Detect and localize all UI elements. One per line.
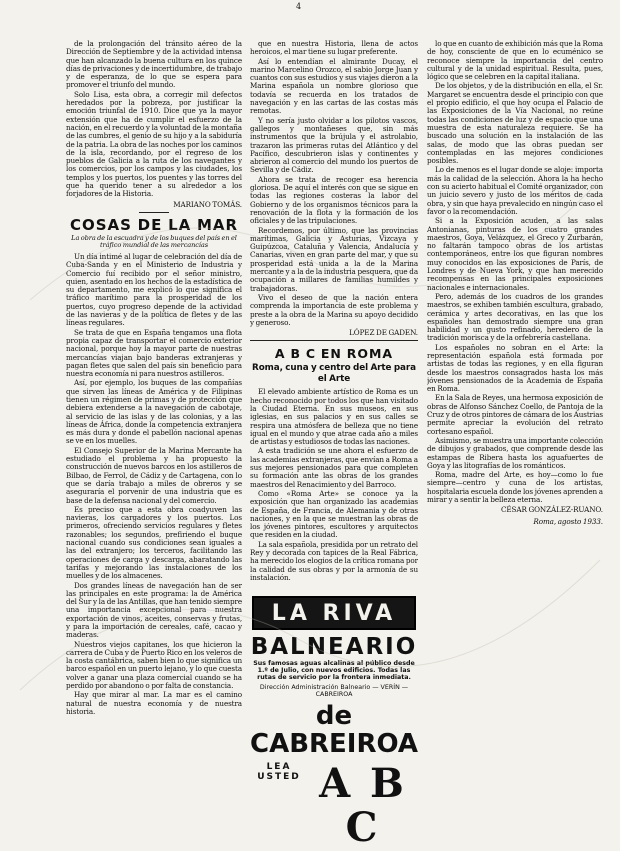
abc-roma-headline: A B C EN ROMA xyxy=(274,346,394,362)
intro-paragraph: Solo Lisa, esta obra, a corregir mil defectos heredados por la pobreza, por justificar la emoción triunfal de 1910. Dice que ya la mayor extensión que ha de cumplir el esfuerzo de la nación, en el recuerdo y la voluntad de la montaña de las cumbres, el genio de su hijo y a la sabiduría de la patria. La obra de las noches por los caminos de la isla, recordando, por el regreso de los pueblos de Galicia a la ruta de los navegantes y los comercios, por los campos y las ciudades, los templos y los puertos, los puentes y las torres del que ha querido tener a su alrededor a los forjadores de la Historia. xyxy=(66,89,242,199)
roma-dateline: Roma, agosto 1933. xyxy=(533,516,603,526)
sea-paragraph: Así, por ejemplo, los buques de las compañías que sirven las líneas de América y de Filipinas tienen un régimen de primas y de protección que debiera extenderse a la navegación de cabotaje, al servicio de las islas y de las colonias, y a las líneas de África, donde la competencia extranjera es más dura y donde el pabellón nacional apenas se ve en los muelles. xyxy=(66,378,242,446)
ad-admin: Dirección Administración Balneario — VERÍN — CABREIROA xyxy=(259,683,409,698)
intro-signature: MARIANO TOMÁS. xyxy=(173,199,242,209)
sea-article-headline: COSAS DE LA MAR xyxy=(69,215,239,234)
roma-signature: CÉSAR GONZÁLEZ-RUANO. xyxy=(501,505,603,515)
divider xyxy=(250,340,418,341)
sea-continued-paragraph: Ahora se trata de recoger esa herencia gloriosa. De aquí el interés con que se sigue en todas las regiones costeras la labor del Gobierno y de los organismos técnicos para la renovación de la flota y la formación de los oficiales y de las tripulaciones. xyxy=(250,174,418,226)
ad-read-abc xyxy=(250,762,418,850)
sea-paragraph: Es preciso que a esta obra coadyuven las navieras, los cargadores y los puertos. Los primeros, ofreciendo servicios regulares y fletes razonables; los segundos, prefiriendo el buque nacional cuando sus condiciones sean iguales a las del extranjero; los terceros, facilitando las operaciones de carga y descarga, abaratando las tarifas y mejorando las instalaciones de los muelles y de los almacenes. xyxy=(66,504,242,581)
roma-paragraph: En la Sala de Reyes, una hermosa exposición de obras de Alfonso Sánchez Coello, de Pantoja de la Cruz y de otros pintores de cámara de los Austrias permite apreciar la evolución del retrato cortesano español. xyxy=(427,393,603,436)
sea-continued-paragraph: Recordemos, por último, que las provincias marítimas, Galicia y Asturias, Vizcaya y Guipúzcoa, Cataluña y Valencia, Andalucía y Canarias, viven en gran parte del mar, y que su prosperidad está unida a la de la Marina mercante y a la de la industria pesquera, que da ocupación a millares de familias humildes y trabajadoras. xyxy=(250,225,418,293)
sea-signature: LÓPEZ DE GADEN. xyxy=(349,328,418,338)
sea-paragraph: Hay que mirar al mar. La mar es el camino natural de nuestra economía y de nuestra historia. xyxy=(66,690,242,716)
page-number: 4 xyxy=(296,2,302,11)
ad-copy: Sus famosas aguas alcalinas al público desde 1.º de Julio, con nuevos edificios. Todas las rutas de servicio por la frontera inmediata. xyxy=(253,660,415,682)
sea-paragraph: Dos grandes líneas de navegación han de ser las principales en este programa: la de América del Sur y la de las Antillas, que han tenido siempre una importancia excepcional para nuestra exportación de vinos, aceites, conservas y frutas, y para la importación de cereales, café, cacao y maderas. xyxy=(66,580,242,640)
intro-paragraph: de la prolongación del tránsito aéreo de la Dirección de Septiembre y de la actividad intensa que han alcanzado la buena cultura en los quince días de privaciones y de incertidumbre, de trabajo y de esperanza, de lo que se espera para promover el triunfo del mundo. xyxy=(66,40,242,90)
roma-paragraph: lo que en cuanto de exhibición más que la Roma de hoy, consciente de que en lo ecuménico se reconoce siempre la importancia del centro cultural y de la unidad espiritual. Resulta, pues, lógico que se celebren en la capital italiana. xyxy=(427,40,603,82)
abc-roma-paragraph: Como «Roma Arte» se conoce ya la exposición que han organizado las academias de España, de Francia, de Alemania y de otras naciones, y en la que se muestran las obras de los jóvenes pintores, escultores y arquitectos que residen en la ciudad. xyxy=(250,488,418,540)
ad-cabreiroa: de CABREIROA xyxy=(250,701,419,760)
sea-paragraph: Nuestros viejos capitanes, los que hicieron la carrera de Cuba y de Puerto Rico en los veleros de la costa cantábrica, saben bien lo que significa un barco español en un puerto lejano, y lo que cuesta volver a ganar una plaza comercial cuando se ha perdido por abandono o por falta de constancia. xyxy=(66,639,242,691)
ad-abc-logo: A B C xyxy=(319,760,407,851)
roma-paragraph: Asimismo, se muestra una importante colección de dibujos y grabados, que comprende desde las estampas de Ribera hasta los aguafuertes de Goya y las litografías de los románticos. xyxy=(427,435,603,470)
abc-roma-paragraph: El elevado ambiente artístico de Roma es un hecho reconocido por todos los que han visitado la Ciudad Eterna. En sus museos, en sus iglesias, en sus palacios y en sus calles se respira una atmósfera de belleza que no tiene igual en el mundo y que atrae cada año a miles de artistas y estudiosos de todas las naciones. xyxy=(250,387,418,447)
sea-continued-paragraph: Así lo entendían el almirante Ducay, el marino Marcelino Orozco, el sabio Jorge Juan y cuantos con sus estudios y sus viajes dieron a la Marina española un nombre glorioso que todavía se recuerda en los tratados de navegación y en las cartas de las costas más remotas. xyxy=(250,56,418,116)
roma-paragraph: Los españoles no sobran en el Arte: la representación española está formada por artistas de todas las regiones, y en ella figuran desde los maestros consagrados hasta los más jóvenes pensionados de la Academia de España en Roma. xyxy=(427,342,603,394)
sea-article-kicker: La obra de la escuadra y de los buques del país en el tráfico mundial de las mercancías xyxy=(71,233,237,250)
sea-continued-paragraph: que en nuestra Historia, llena de actos heroicos, el mar tiene su lugar preferente. xyxy=(250,40,418,57)
sea-continued-paragraph: Y no sería justo olvidar a los pilotos vascos, gallegos y montañeses que, sin más instrumentos que la brújula y el astrolabio, trazaron las primeras rutas del Atlántico y del Pacífico, descubrieron islas y continentes y abrieron al comercio del mundo los puertos de Sevilla y de Cádiz. xyxy=(250,115,418,175)
column-right xyxy=(427,40,603,810)
roma-paragraph: Roma, madre del Arte, es hoy—como lo fue siempre—centro y cuna de los artistas, hospitalaria escuela donde los jóvenes aprenden a mirar y a sentir la belleza eterna. xyxy=(427,470,603,505)
ad-brand-box: LA RIVA xyxy=(252,596,416,630)
roma-paragraph: Lo de menos es el lugar donde se aloje: importa más la calidad de la selección. Ahora la ha hecho con su acierto habitual el Comité organizador, con un juicio severo y justo de los méritos de cada obra, y sin que haya prevalecido en ningún caso el favor o la recomendación. xyxy=(427,165,603,216)
abc-roma-paragraph: A esta tradición se une ahora el esfuerzo de las academias extranjeras, que envían a Roma a sus mejores pensionados para que completen su formación ante las obras de los grandes maestros del Renacimiento y del Barroco. xyxy=(250,446,418,489)
abc-roma-paragraph: La sala española, presidida por un retrato del Rey y decorada con tapices de la Real Fábrica, ha merecido los elogios de la crítica romana por la calidad de sus obras y por la armonía de su instalación. xyxy=(250,539,418,582)
divider xyxy=(139,212,169,213)
sea-paragraph: Se trata de que en España tengamos una flota propia capaz de transportar el comercio exterior nacional, porque hoy la mayor parte de nuestras mercancías viajan bajo banderas extranjeras y pagan fletes que salen del país sin beneficio para nuestra economía ni para nuestros astilleros. xyxy=(66,327,242,379)
roma-paragraph: De los objetos, y de la distribución en ella, el Sr. Margaret se encuentra desde el principio con que el propio edificio, el que hoy ocupa el Palacio de las Exposiciones de la Vía Nacional, no reúne todas las condiciones de luz y de espacio que una muestra de esta naturaleza requiere. Se ha buscado una solución en la instalación de las salas, de modo que las obras puedan ser contempladas en las mejores condiciones posibles. xyxy=(427,81,603,166)
column-left xyxy=(66,40,242,810)
roma-paragraph: Si a la Exposición acuden, a las salas Antonianas, pinturas de los cuatro grandes maestros, Goya, Velázquez, el Greco y Zurbarán, no faltarán tampoco obras de los artistas contemporáneos, entre los que figuran nombres muy conocidos en las exposiciones de París, de Londres y de Nueva York, y que han merecido recompensas en las principales exposiciones nacionales e internacionales. xyxy=(427,216,603,292)
sea-continued-paragraph: Vivo el deseo de que la nación entera comprenda la importancia de este problema y preste a la obra de la Marina su apoyo decidido y generoso. xyxy=(250,292,418,327)
ad-title: BALNEARIO xyxy=(250,634,418,660)
balneario-advertisement xyxy=(250,596,419,851)
sea-paragraph: Un día intimé al lugar de celebración del día de Cuba-Sanda y en el Ministerio de Industria y Comercio fuí recibido por el señor ministro, quien, asentado en los hechos de la estadística de su departamento, me explicó lo que significa el tráfico marítimo para la prosperidad de los puertos, cuyo progreso depende de la actividad de las navieras y de la política de fletes y de las líneas regulares. xyxy=(66,251,242,328)
ad-lea-usted: LEA USTED xyxy=(257,762,301,783)
sea-paragraph: El Consejo Superior de la Marina Mercante ha estudiado el problema y ha propuesto la construcción de nuevos barcos en los astilleros de Bilbao, de Ferrol, de Cádiz y de Cartagena, con lo que se daría trabajo a miles de obreros y se aseguraría el porvenir de una industria que es base de la defensa nacional y del comercio. xyxy=(66,445,242,505)
roma-paragraph: Pero, además de los cuadros de los grandes maestros, se exhiben también escultura, grabado, cerámica y artes decorativas, en las que los españoles han demostrado siempre una gran habilidad y un gusto refinado, heredero de la tradición morisca y de la orfebrería castellana. xyxy=(427,291,603,343)
abc-roma-subhead: Roma, cuna y centro del Arte para el Arte xyxy=(252,363,416,384)
